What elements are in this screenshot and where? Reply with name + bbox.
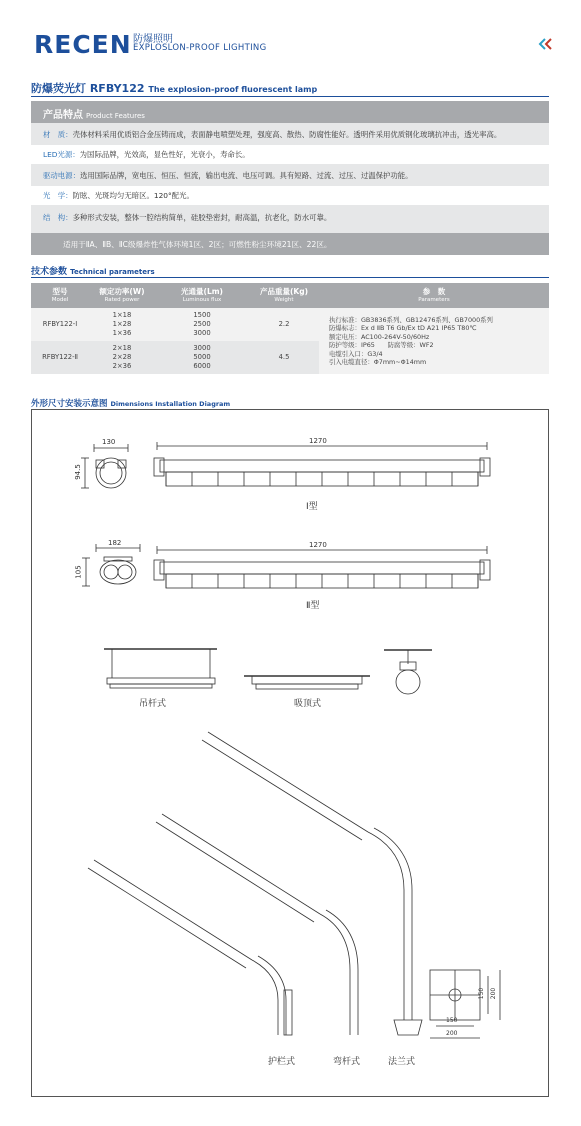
- features-heading: 产品特点 Product Features: [31, 101, 549, 123]
- col-model: 型号 Model: [31, 283, 89, 308]
- pole-mounts: [88, 732, 422, 1035]
- type2-long-view: [154, 546, 490, 588]
- tech-heading: 技术参数 Technical parameters: [31, 267, 155, 277]
- col-params: 参 数 Parameters: [319, 283, 549, 308]
- dimension-drawings: [32, 410, 548, 1096]
- flange-dim-d: 200: [490, 987, 498, 1000]
- type2-label: Ⅱ型: [306, 601, 320, 611]
- brand-name-cn: 防爆照明: [133, 34, 173, 45]
- feature-row: 材 质： 壳体材料采用优质铝合金压铸而成，表面静电喷塑处理，强度高、散热、防腐性能好。透明件采用优质钢化玻璃抗冲击，透光率高。: [31, 123, 549, 145]
- feature-row: LED光源： 为国际品牌，光效高，显色性好，光衰小，寿命长。: [31, 145, 549, 164]
- type1-height: 94.5: [73, 464, 82, 480]
- flange-dim-c: 150: [478, 987, 486, 1000]
- dimensions-heading: 外形尺寸安装示意图 Dimensions Installation Diagram: [31, 399, 231, 409]
- type2-end-view: [82, 544, 140, 586]
- ceiling-mount: [244, 676, 370, 689]
- type2-length: 1270: [309, 541, 327, 549]
- feature-row: 光 学： 防眩、光斑均匀无暗区。120°配光。: [31, 186, 549, 205]
- double-chevron-left-icon[interactable]: [538, 38, 554, 54]
- feature-row: 结 构： 多种形式安装，整体一腔结构简单，硅胶垫密封，耐高温，抗老化，防水可靠。: [31, 205, 549, 229]
- product-title: [31, 80, 317, 96]
- product-title-cn: 防爆荧光灯 RFBY122: [31, 82, 145, 95]
- type2-width: 182: [108, 539, 122, 547]
- features-applicability: 适用于ⅡA、ⅡB、ⅡC级爆炸性气体环境1区、2区；可燃性粉尘环境21区、22区。: [31, 233, 549, 255]
- tech-table: [31, 283, 549, 374]
- flange-plate: [430, 970, 500, 1038]
- feature-row: 驱动电源： 选用国际品牌，宽电压、恒压、恒流，输出电流、电压可调。具有短路、过流、过压、过温保护功能。: [31, 164, 549, 186]
- type1-long-view: [154, 442, 490, 486]
- col-flux: 光通量(Lm) Luminous flux: [155, 283, 249, 308]
- flange-dim-b: 200: [446, 1030, 458, 1037]
- table-row: RFBY122-Ⅰ 1×18 1×28 1×36 1500 2500 3000 2.2 执行标准：GB3836系列、GB12476系列、GB7000系列 防爆标志：Ex d ⅡB T6 Gb/Ex tD A21 IP65 T80℃ 额定电压：AC100-264V-50/60Hz 防护等级：IP65 防腐等级：WF2 电缆引入口：G3/4 引入电缆直径：Φ7mm~Φ14mm: [31, 308, 549, 341]
- parameters-list: 执行标准：GB3836系列、GB12476系列、GB7000系列 防爆标志：Ex d ⅡB T6 Gb/Ex tD A21 IP65 T80℃ 额定电压：AC100-264V-50/60Hz 防护等级：IP65 防腐等级：WF2 电缆引入口：G3/4 引入电缆直径：Φ7mm~Φ14mm: [319, 308, 549, 374]
- type1-length: 1270: [309, 437, 327, 445]
- pendant-mount: [104, 649, 217, 688]
- label-ceiling: 吸顶式: [294, 699, 322, 709]
- flange-dim-a: 150: [446, 1017, 458, 1024]
- label-guardrail: 护栏式: [268, 1057, 296, 1067]
- product-title-en: The explosion-proof fluorescent lamp: [148, 85, 318, 94]
- type2-height: 105: [74, 565, 83, 579]
- label-pendant: 吊杆式: [139, 699, 167, 709]
- title-divider: [31, 96, 549, 97]
- label-flange: 法兰式: [388, 1057, 416, 1067]
- header: [0, 0, 581, 60]
- type1-end-view: [81, 444, 128, 488]
- col-weight: 产品重量(Kg) Weight: [249, 283, 319, 308]
- ceiling-detail: [384, 650, 432, 694]
- product-features: [31, 101, 549, 255]
- table-row: RFBY122-Ⅱ 2×18 2×28 2×36 3000 5000 6000 4.5: [31, 341, 549, 374]
- col-power: 额定功率(W) Rated power: [89, 283, 155, 308]
- tech-divider: [31, 277, 549, 278]
- type1-label: Ⅰ型: [306, 502, 318, 512]
- label-bent-pole: 弯杆式: [333, 1057, 361, 1067]
- brand-name-en: EXPLOSLON-PROOF LIGHTING: [133, 43, 267, 53]
- type1-width: 130: [102, 438, 116, 446]
- brand-logo: RECEN: [34, 30, 132, 59]
- dimensions-diagram: [31, 409, 549, 1097]
